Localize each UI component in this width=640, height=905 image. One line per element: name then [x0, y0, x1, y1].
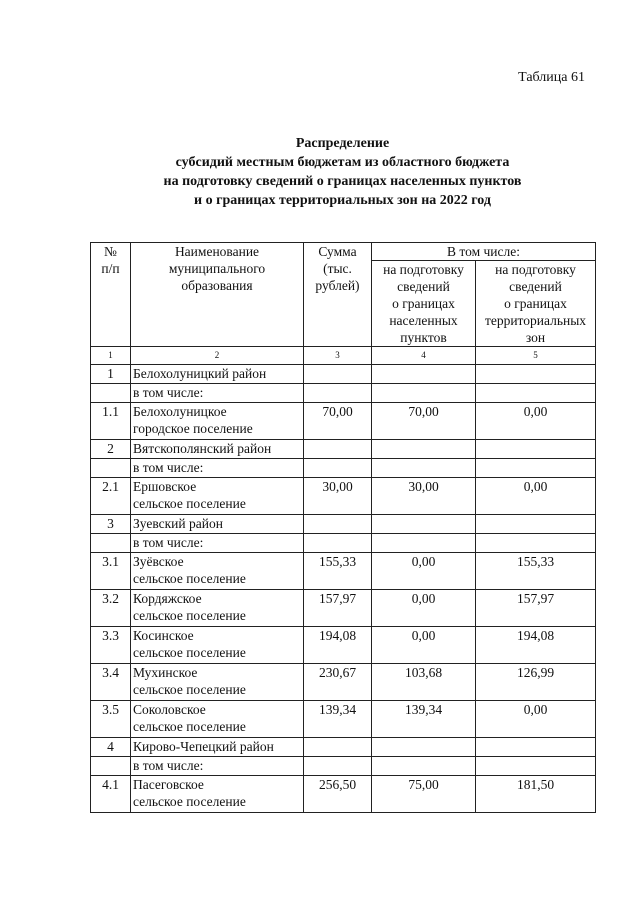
municipality-name — [131, 403, 304, 440]
municipality-name-line: Зуёвское — [133, 554, 184, 569]
row-number: 3 — [91, 515, 131, 534]
table-row — [91, 553, 596, 590]
table-body — [91, 365, 596, 813]
zone-borders-value — [476, 515, 596, 534]
table-row — [91, 478, 596, 515]
row-number: 2 — [91, 440, 131, 459]
table-row — [91, 459, 596, 478]
municipality-name-line: в том числе: — [133, 460, 204, 475]
settlement-borders-value: 139,34 — [372, 701, 476, 738]
sum-value: 30,00 — [304, 478, 372, 515]
settlement-borders-value — [372, 534, 476, 553]
row-number — [91, 534, 131, 553]
municipality-name-line: Белохолуницкий район — [133, 366, 267, 381]
municipality-name — [131, 590, 304, 627]
zone-borders-value: 194,08 — [476, 627, 596, 664]
title-line: на подготовку сведений о границах населенных пунктов — [163, 174, 522, 189]
table-row — [91, 664, 596, 701]
municipality-name-line: Косинское — [133, 628, 194, 643]
municipality-name — [131, 664, 304, 701]
column-number: 1 — [91, 347, 131, 365]
header-municipality-name: Наименование муниципального образования — [131, 243, 304, 347]
sum-value — [304, 384, 372, 403]
row-number: 1 — [91, 365, 131, 384]
sum-value — [304, 757, 372, 776]
table-row — [91, 776, 596, 813]
zone-borders-value: 155,33 — [476, 553, 596, 590]
settlement-borders-value — [372, 459, 476, 478]
header-including: В том числе: — [372, 243, 596, 261]
title-line: Распределение — [295, 136, 390, 151]
column-number-row — [91, 347, 596, 365]
column-number: 3 — [304, 347, 372, 365]
zone-borders-value — [476, 534, 596, 553]
municipality-name-line: Соколовское — [133, 702, 206, 717]
settlement-borders-value: 0,00 — [372, 553, 476, 590]
column-number: 4 — [372, 347, 476, 365]
municipality-name — [131, 627, 304, 664]
row-number: 1.1 — [91, 403, 131, 440]
municipality-name — [131, 757, 304, 776]
header-sum: Сумма (тыс. рублей) — [304, 243, 372, 347]
sum-value — [304, 365, 372, 384]
row-number: 3.1 — [91, 553, 131, 590]
zone-borders-value: 181,50 — [476, 776, 596, 813]
column-number: 5 — [476, 347, 596, 365]
zone-borders-value — [476, 384, 596, 403]
title-line: субсидий местным бюджетам из областного бюджета — [175, 155, 510, 170]
municipality-name — [131, 365, 304, 384]
sum-value: 139,34 — [304, 701, 372, 738]
zone-borders-value: 0,00 — [476, 701, 596, 738]
table-row — [91, 440, 596, 459]
zone-borders-value: 126,99 — [476, 664, 596, 701]
sum-value: 194,08 — [304, 627, 372, 664]
zone-borders-value — [476, 440, 596, 459]
row-number: 3.2 — [91, 590, 131, 627]
municipality-name-line: Ершовское — [133, 479, 197, 494]
row-number — [91, 459, 131, 478]
settlement-borders-value: 103,68 — [372, 664, 476, 701]
municipality-name-line: сельское поселение — [133, 645, 246, 660]
municipality-name-line: в том числе: — [133, 758, 204, 773]
municipality-name — [131, 553, 304, 590]
municipality-name-line: сельское поселение — [133, 719, 246, 734]
settlement-borders-value: 0,00 — [372, 590, 476, 627]
sum-value: 256,50 — [304, 776, 372, 813]
title-line: и о границах территориальных зон на 2022 год — [194, 193, 491, 208]
settlement-borders-value — [372, 738, 476, 757]
municipality-name — [131, 738, 304, 757]
settlement-borders-value: 75,00 — [372, 776, 476, 813]
municipality-name — [131, 701, 304, 738]
table-row — [91, 403, 596, 440]
subsidy-distribution-table — [90, 242, 596, 813]
municipality-name-line: Белохолуницкое — [133, 404, 227, 419]
municipality-name — [131, 515, 304, 534]
row-number — [91, 384, 131, 403]
settlement-borders-value: 30,00 — [372, 478, 476, 515]
header-settlement-borders: на подготовку сведений о границах населенных пунктов — [372, 261, 476, 347]
zone-borders-value — [476, 365, 596, 384]
settlement-borders-value: 70,00 — [372, 403, 476, 440]
row-number: 4 — [91, 738, 131, 757]
sum-value: 155,33 — [304, 553, 372, 590]
municipality-name-line: в том числе: — [133, 535, 204, 550]
municipality-name-line: Пасеговское — [133, 777, 204, 792]
sum-value — [304, 515, 372, 534]
row-number: 3.5 — [91, 701, 131, 738]
row-number: 2.1 — [91, 478, 131, 515]
settlement-borders-value — [372, 365, 476, 384]
table-row — [91, 515, 596, 534]
settlement-borders-value — [372, 440, 476, 459]
table-row — [91, 590, 596, 627]
table-row — [91, 365, 596, 384]
row-number: 3.4 — [91, 664, 131, 701]
sum-value: 70,00 — [304, 403, 372, 440]
municipality-name-line: сельское поселение — [133, 496, 246, 511]
zone-borders-value: 0,00 — [476, 403, 596, 440]
row-number: 4.1 — [91, 776, 131, 813]
table-row — [91, 757, 596, 776]
sum-value: 157,97 — [304, 590, 372, 627]
header-number: № п/п — [91, 243, 131, 347]
row-number: 3.3 — [91, 627, 131, 664]
municipality-name — [131, 776, 304, 813]
zone-borders-value — [476, 757, 596, 776]
sum-value: 230,67 — [304, 664, 372, 701]
settlement-borders-value — [372, 757, 476, 776]
sum-value — [304, 534, 372, 553]
municipality-name-line: Зуевский район — [133, 516, 223, 531]
zone-borders-value: 0,00 — [476, 478, 596, 515]
municipality-name — [131, 478, 304, 515]
table-row — [91, 534, 596, 553]
municipality-name-line: Кордяжское — [133, 591, 202, 606]
table-row — [91, 738, 596, 757]
column-number: 2 — [131, 347, 304, 365]
municipality-name-line: Кирово-Чепецкий район — [133, 739, 274, 754]
zone-borders-value — [476, 459, 596, 478]
municipality-name — [131, 384, 304, 403]
settlement-borders-value — [372, 384, 476, 403]
municipality-name-line: Мухинское — [133, 665, 198, 680]
table-row — [91, 701, 596, 738]
municipality-name-line: сельское поселение — [133, 571, 246, 586]
header-zone-borders: на подготовку сведений о границах территориальных зон — [476, 261, 596, 347]
settlement-borders-value: 0,00 — [372, 627, 476, 664]
document-title — [90, 134, 595, 210]
zone-borders-value: 157,97 — [476, 590, 596, 627]
sum-value — [304, 459, 372, 478]
municipality-name-line: городское поселение — [133, 421, 253, 436]
sum-value — [304, 738, 372, 757]
zone-borders-value — [476, 738, 596, 757]
municipality-name — [131, 534, 304, 553]
sum-value — [304, 440, 372, 459]
municipality-name-line: сельское поселение — [133, 608, 246, 623]
municipality-name — [131, 459, 304, 478]
municipality-name — [131, 440, 304, 459]
table-number-label: Таблица 61 — [518, 70, 585, 85]
table-row — [91, 384, 596, 403]
row-number — [91, 757, 131, 776]
municipality-name-line: Вятскополянский район — [133, 441, 272, 456]
municipality-name-line: сельское поселение — [133, 682, 246, 697]
municipality-name-line: сельское поселение — [133, 794, 246, 809]
settlement-borders-value — [372, 515, 476, 534]
table-row — [91, 627, 596, 664]
municipality-name-line: в том числе: — [133, 385, 204, 400]
